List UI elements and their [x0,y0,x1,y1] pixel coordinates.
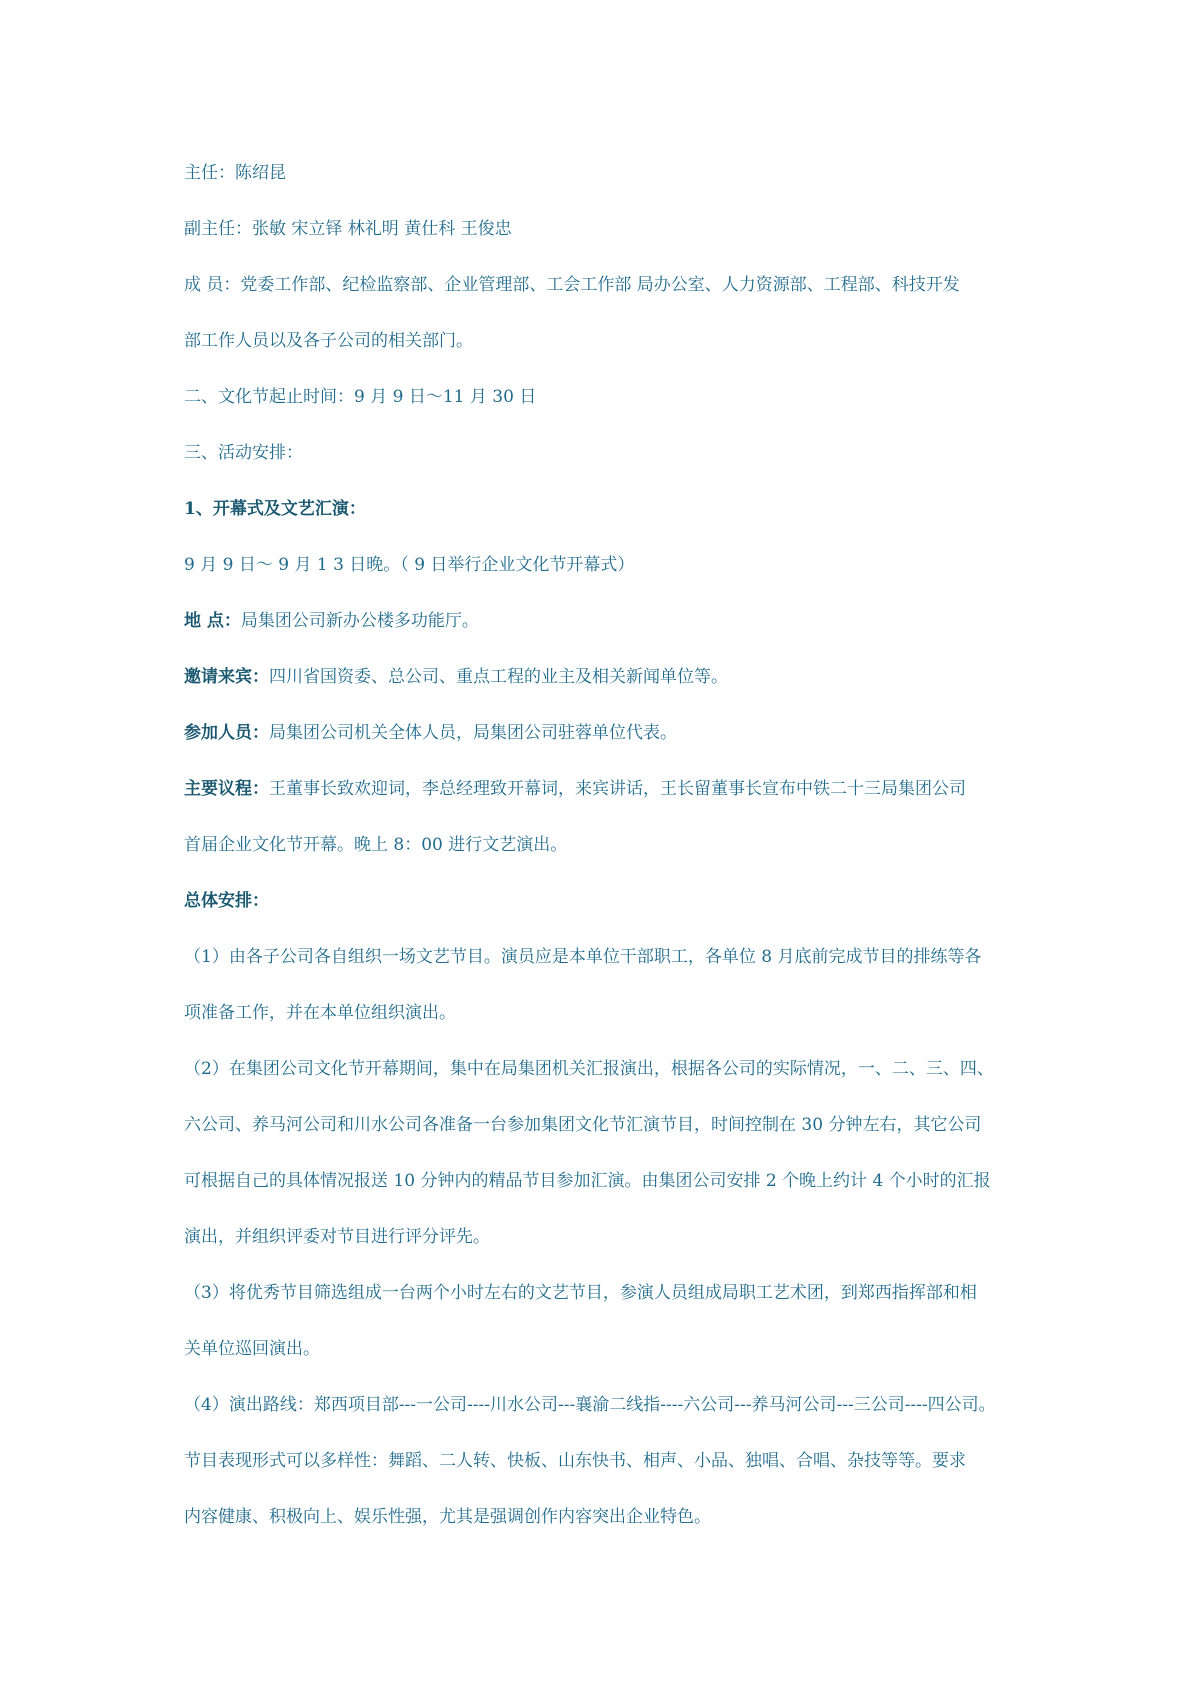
item-2-line-cont-2: 可根据自己的具体情况报送 10 分钟内的精品节目参加汇演。由集团公司安排 2 个晚上约计 4 个小时的汇报 [184,1171,991,1191]
item-3-line-cont: 关单位巡回演出。 [184,1339,320,1359]
item-2-line-cont-1: 六公司、养马河公司和川水公司各准备一台参加集团文化节汇演节目，时间控制在 30 分钟左右，其它公司 [184,1115,982,1135]
members-line: 成 员：党委工作部、纪检监察部、企业管理部、工会工作部 局办公室、人力资源部、工程部、科技开发 [184,275,960,295]
opening-ceremony-heading: 1、开幕式及文艺汇演： [184,499,366,519]
deputy-director-line: 副主任：张敏 宋立铎 林礼明 黄仕科 王俊忠 [184,219,512,239]
program-forms-line: 节目表现形式可以多样性：舞蹈、二人转、快板、山东快书、相声、小品、独唱、合唱、杂技等等。要求 [184,1451,966,1471]
item-1-line-cont: 项准备工作，并在本单位组织演出。 [184,1003,456,1023]
agenda-text: 王董事长致欢迎词，李总经理致开幕词，来宾讲话，王长留董事长宣布中铁二十三局集团公司 [269,779,966,799]
participants-text: 局集团公司机关全体人员，局集团公司驻蓉单位代表。 [269,723,677,743]
director-line: 主任：陈绍昆 [184,163,286,183]
guests-text: 四川省国资委、总公司、重点工程的业主及相关新闻单位等。 [269,667,728,687]
opening-date-line: 9 月 9 日～ 9 月 1 3 日晚。（ 9 日举行企业文化节开幕式） [184,555,635,575]
festival-period-line: 二、文化节起止时间：9 月 9 日～11 月 30 日 [184,387,537,407]
participants-label: 参加人员： [184,723,269,743]
location-line [184,608,1034,634]
item-1-line: （1）由各子公司各自组织一场文艺节目。演员应是本单位干部职工，各单位 8 月底前完成节目的排练等各 [184,947,982,967]
program-forms-line-cont: 内容健康、积极向上、娱乐性强，尤其是强调创作内容突出企业特色。 [184,1507,711,1527]
guests-line [184,664,1034,690]
agenda-line-cont: 首届企业文化节开幕。晚上 8：00 进行文艺演出。 [184,835,568,855]
overall-arrangement-heading: 总体安排： [184,891,269,911]
item-3-line: （3）将优秀节目筛选组成一台两个小时左右的文艺节目，参演人员组成局职工艺术团，到郑西指挥部和相 [184,1283,977,1303]
item-4-route-line: （4）演出路线：郑西项目部---一公司----川水公司---襄渝二线指----六公司---养马河公司---三公司----四公司。 [184,1395,996,1415]
item-2-line: （2）在集团公司文化节开幕期间，集中在局集团机关汇报演出，根据各公司的实际情况，一、二、三、四、 [184,1059,994,1079]
location-text: 局集团公司新办公楼多功能厅。 [240,611,479,631]
members-line-cont: 部工作人员以及各子公司的相关部门。 [184,331,473,351]
participants-line [184,720,1034,746]
agenda-label: 主要议程： [184,779,269,799]
agenda-line [184,776,1034,802]
item-2-line-cont-3: 演出，并组织评委对节目进行评分评先。 [184,1227,490,1247]
guests-label: 邀请来宾： [184,667,269,687]
location-label: 地 点： [184,611,241,631]
activity-arrangement-heading: 三、活动安排： [184,443,303,463]
